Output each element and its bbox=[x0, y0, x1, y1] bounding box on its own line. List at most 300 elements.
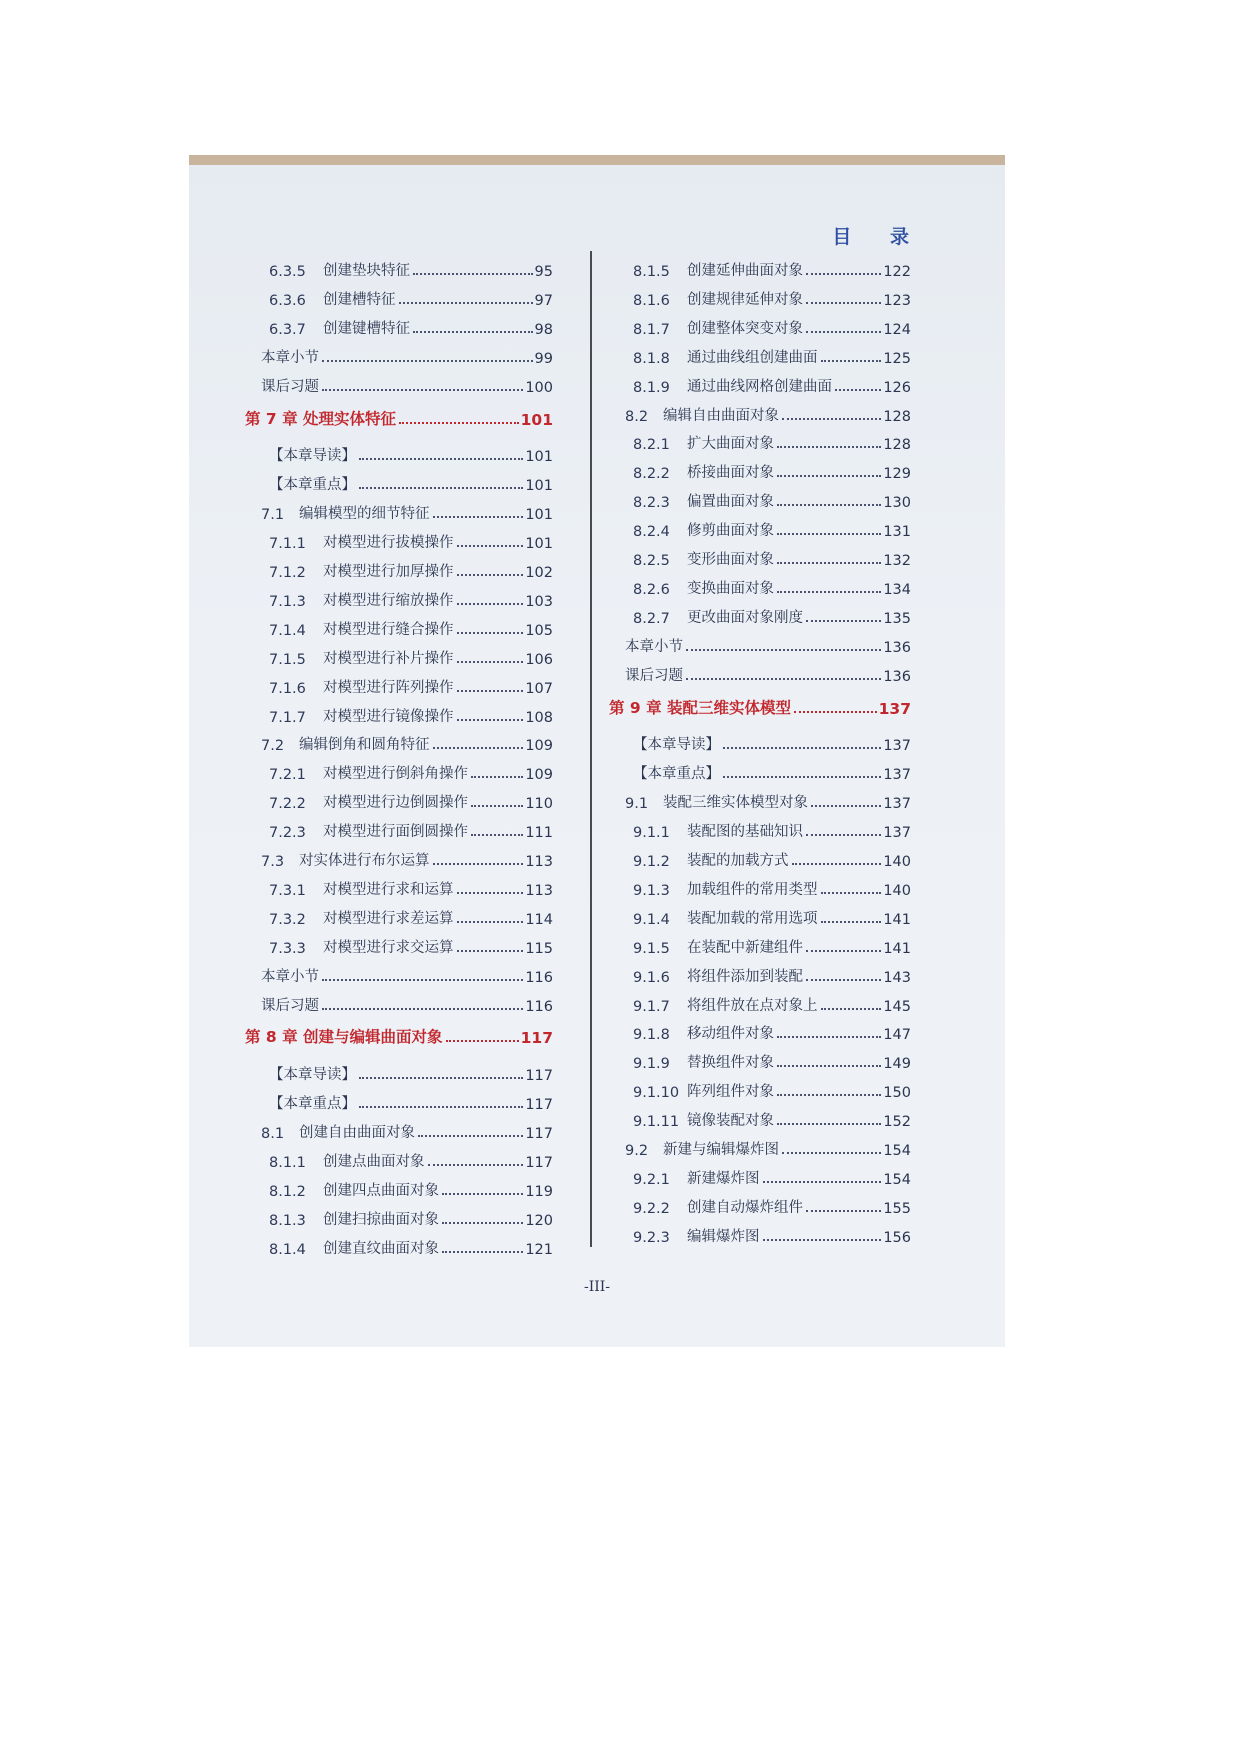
toc-entry bbox=[245, 613, 553, 639]
toc-entry-page: 109 bbox=[525, 767, 553, 784]
toc-entry bbox=[609, 815, 911, 841]
toc-entry-title: 本章小节 bbox=[625, 638, 683, 655]
toc-entry bbox=[245, 1232, 553, 1258]
toc-entry-page: 113 bbox=[525, 854, 553, 870]
toc-entry-page: 137 bbox=[878, 699, 911, 718]
toc-entry-number: 8.2.6 bbox=[633, 581, 670, 598]
toc-entry-page: 143 bbox=[883, 969, 911, 986]
dot-leader bbox=[821, 1008, 882, 1010]
toc-entry bbox=[609, 960, 911, 986]
toc-entry bbox=[245, 312, 553, 338]
dot-leader bbox=[359, 487, 523, 489]
toc-entry bbox=[609, 543, 911, 569]
toc-entry-page: 126 bbox=[883, 379, 911, 396]
toc-entry bbox=[245, 584, 553, 610]
toc-entry-number: 9.1.5 bbox=[633, 940, 670, 957]
toc-entry bbox=[245, 960, 553, 986]
toc-entry-page: 147 bbox=[883, 1027, 911, 1044]
dot-leader bbox=[442, 1251, 523, 1253]
toc-entry-number: 8.2.3 bbox=[633, 495, 670, 512]
toc-entry-title: 将组件放在点对象上 bbox=[687, 997, 818, 1014]
dot-leader bbox=[806, 950, 881, 952]
toc-entry bbox=[609, 1191, 911, 1217]
toc-entry-number: 8.2.4 bbox=[633, 524, 670, 541]
toc-entry-page: 130 bbox=[883, 495, 911, 512]
toc-entry bbox=[245, 439, 553, 465]
toc-entry-number: 8.1.3 bbox=[269, 1212, 306, 1229]
toc-entry-page: 95 bbox=[534, 264, 553, 280]
dot-leader bbox=[433, 863, 524, 865]
dot-leader bbox=[457, 892, 524, 894]
toc-entry-number: 7.3 bbox=[261, 854, 285, 870]
toc-entry-title: 本章小节 bbox=[261, 349, 319, 366]
toc-entry-page: 117 bbox=[525, 1126, 553, 1143]
dot-leader bbox=[471, 776, 523, 778]
toc-entry-title: 对实体进行布尔运算 bbox=[299, 853, 430, 869]
toc-entry bbox=[609, 572, 911, 598]
toc-entry-number: 8.1.7 bbox=[633, 321, 670, 338]
dot-leader bbox=[457, 921, 524, 923]
toc-entry-title: 桥接曲面对象 bbox=[687, 465, 774, 482]
toc-entry-page: 121 bbox=[525, 1241, 553, 1258]
toc-entry-page: 154 bbox=[883, 1171, 911, 1188]
toc-entry bbox=[609, 989, 911, 1015]
dot-leader bbox=[686, 649, 881, 651]
toc-entry-title: 装配的加载方式 bbox=[687, 853, 789, 869]
toc-entry-number: 9.1.1 bbox=[633, 825, 670, 842]
dot-leader bbox=[442, 1222, 523, 1224]
toc-page bbox=[189, 165, 1005, 1347]
toc-entry-number: 9.1.6 bbox=[633, 969, 670, 986]
toc-entry-page: 115 bbox=[525, 940, 553, 957]
dot-leader bbox=[723, 747, 881, 749]
toc-entry-number: 9.1 bbox=[625, 796, 649, 813]
toc-entry bbox=[245, 728, 553, 754]
dot-leader bbox=[457, 632, 524, 634]
toc-entry-page: 114 bbox=[525, 911, 553, 928]
toc-entry-number: 9.1.8 bbox=[633, 1027, 670, 1044]
toc-entry-title: 对模型进行阵列操作 bbox=[323, 679, 454, 696]
toc-entry bbox=[245, 1145, 553, 1171]
dot-leader bbox=[806, 273, 881, 275]
toc-entry-page: 125 bbox=[883, 350, 911, 367]
toc-entry-page: 97 bbox=[534, 292, 553, 309]
toc-entry-title: 【本章重点】 bbox=[269, 1096, 356, 1113]
toc-entry-title: 【本章重点】 bbox=[633, 766, 720, 783]
toc-entry-title: 【本章导读】 bbox=[269, 448, 356, 465]
toc-entry-number: 8.1.8 bbox=[633, 350, 670, 367]
dot-leader bbox=[399, 422, 519, 424]
toc-entry-title: 对模型进行面倒圆操作 bbox=[323, 824, 468, 841]
toc-entry-number: 9.2 bbox=[625, 1143, 649, 1159]
toc-entry-page: 101 bbox=[525, 507, 553, 524]
toc-entry-title: 变换曲面对象 bbox=[687, 580, 774, 597]
toc-entry-number: 7.3.1 bbox=[269, 882, 306, 899]
toc-entry-number: 8.1.1 bbox=[269, 1155, 306, 1171]
dot-leader bbox=[806, 979, 881, 981]
toc-entry-number: 7.3.2 bbox=[269, 911, 306, 928]
toc-entry-title: 移动组件对象 bbox=[687, 1026, 774, 1043]
toc-entry-title: 编辑自由曲面对象 bbox=[663, 407, 779, 424]
dot-leader bbox=[821, 360, 882, 362]
dot-leader bbox=[777, 591, 881, 593]
toc-entry bbox=[609, 427, 911, 453]
toc-entry-title: 创建垫块特征 bbox=[323, 263, 410, 279]
toc-entry bbox=[245, 786, 553, 812]
dot-leader bbox=[835, 389, 881, 391]
dot-leader bbox=[442, 1193, 523, 1195]
toc-entry-title: 对模型进行求差运算 bbox=[323, 910, 454, 927]
toc-entry bbox=[609, 1075, 911, 1101]
dot-leader bbox=[806, 1210, 881, 1212]
dot-leader bbox=[777, 533, 881, 535]
dot-leader bbox=[359, 1106, 523, 1108]
toc-entry-page: 116 bbox=[525, 969, 553, 986]
dot-leader bbox=[457, 950, 524, 952]
toc-entry bbox=[245, 1058, 553, 1084]
toc-entry-title: 课后习题 bbox=[261, 997, 319, 1014]
toc-entry bbox=[245, 700, 553, 726]
toc-entry-number: 8.1.9 bbox=[633, 379, 670, 396]
dot-leader bbox=[777, 1094, 881, 1096]
toc-entry-page: 100 bbox=[525, 379, 553, 396]
toc-entry-title: 对模型进行镜像操作 bbox=[323, 708, 454, 725]
toc-entry-title: 阵列组件对象 bbox=[687, 1084, 774, 1101]
toc-entry bbox=[245, 526, 553, 552]
toc-entry-page: 103 bbox=[525, 593, 553, 610]
dot-leader bbox=[322, 979, 523, 981]
toc-entry-title: 对模型进行拔模操作 bbox=[323, 535, 454, 552]
dot-leader bbox=[686, 678, 881, 680]
toc-entry-number: 第 8 章 bbox=[245, 1028, 298, 1047]
toc-entry-title: 处理实体特征 bbox=[303, 409, 397, 428]
toc-entry-title: 创建点曲面对象 bbox=[323, 1154, 425, 1170]
toc-chapter-entry bbox=[245, 403, 553, 429]
toc-entry-page: 149 bbox=[883, 1056, 911, 1073]
toc-entry bbox=[609, 1162, 911, 1188]
toc-entry bbox=[245, 283, 553, 309]
toc-entry-page: 111 bbox=[525, 825, 553, 842]
dot-leader bbox=[433, 747, 524, 749]
toc-entry-title: 创建键槽特征 bbox=[323, 320, 410, 337]
toc-entry-number: 7.2 bbox=[261, 738, 285, 755]
dot-leader bbox=[433, 516, 524, 518]
toc-entry bbox=[245, 341, 553, 367]
dot-leader bbox=[794, 711, 877, 713]
toc-entry bbox=[609, 283, 911, 309]
toc-entry-title: 装配加载的常用选项 bbox=[687, 910, 818, 927]
dot-leader bbox=[777, 504, 881, 506]
toc-entry-number: 8.2.7 bbox=[633, 610, 670, 627]
toc-entry-page: 135 bbox=[883, 610, 911, 627]
toc-entry-title: 扩大曲面对象 bbox=[687, 436, 774, 453]
toc-entry bbox=[245, 497, 553, 523]
dot-leader bbox=[322, 360, 533, 362]
dot-leader bbox=[811, 805, 881, 807]
toc-entry-page: 155 bbox=[883, 1200, 911, 1217]
dot-leader bbox=[457, 574, 524, 576]
dot-leader bbox=[457, 719, 524, 721]
toc-entry-number: 9.1.9 bbox=[633, 1056, 670, 1073]
toc-entry-page: 110 bbox=[525, 796, 553, 813]
toc-entry bbox=[609, 931, 911, 957]
toc-entry-title: 创建整体突变对象 bbox=[687, 320, 803, 337]
toc-entry-number: 7.1.2 bbox=[269, 565, 306, 581]
dot-leader bbox=[763, 1181, 882, 1183]
toc-entry-number: 第 9 章 bbox=[609, 698, 662, 717]
toc-entry bbox=[245, 844, 553, 870]
book-page-photo bbox=[189, 155, 1005, 1347]
toc-entry bbox=[245, 1174, 553, 1200]
dot-leader bbox=[777, 1065, 881, 1067]
toc-entry-page: 98 bbox=[534, 321, 553, 338]
toc-entry-title: 替换组件对象 bbox=[687, 1055, 774, 1072]
toc-entry-number: 8.1.4 bbox=[269, 1241, 306, 1258]
toc-entry-page: 137 bbox=[883, 738, 911, 755]
toc-entry-title: 加载组件的常用类型 bbox=[687, 881, 818, 898]
toc-entry-title: 课后习题 bbox=[261, 378, 319, 395]
toc-entry-page: 128 bbox=[883, 437, 911, 454]
toc-entry-title: 编辑模型的细节特征 bbox=[299, 506, 430, 523]
dot-leader bbox=[413, 331, 533, 333]
toc-entry-title: 在装配中新建组件 bbox=[687, 939, 803, 956]
toc-entry-page: 108 bbox=[525, 709, 553, 726]
toc-entry-page: 137 bbox=[883, 825, 911, 842]
toc-entry-number: 9.1.4 bbox=[633, 911, 670, 928]
dot-leader bbox=[723, 776, 881, 778]
toc-entry-number: 8.1.2 bbox=[269, 1183, 306, 1200]
dot-leader bbox=[471, 805, 523, 807]
toc-entry-page: 113 bbox=[525, 882, 553, 899]
toc-entry-page: 106 bbox=[525, 651, 553, 668]
toc-entry-title: 对模型进行求交运算 bbox=[323, 939, 454, 956]
toc-entry-title: 对模型进行补片操作 bbox=[323, 650, 454, 667]
toc-entry-page: 137 bbox=[883, 796, 911, 813]
toc-entry-page: 117 bbox=[520, 1029, 553, 1048]
toc-entry bbox=[245, 555, 553, 581]
page-number-footer: -III- bbox=[583, 1279, 611, 1295]
dot-leader bbox=[359, 1077, 523, 1079]
toc-entry-number: 9.2.2 bbox=[633, 1200, 670, 1217]
toc-entry-number: 9.1.2 bbox=[633, 854, 670, 870]
toc-entry-page: 156 bbox=[883, 1229, 911, 1246]
toc-entry bbox=[609, 1104, 911, 1130]
toc-entry-title: 对模型进行倒斜角操作 bbox=[323, 766, 468, 783]
toc-entry-page: 145 bbox=[883, 998, 911, 1015]
toc-entry-title: 偏置曲面对象 bbox=[687, 494, 774, 511]
toc-entry-number: 7.2.1 bbox=[269, 767, 306, 784]
toc-entry-page: 116 bbox=[525, 998, 553, 1015]
toc-entry bbox=[609, 786, 911, 812]
toc-entry-number: 9.2.3 bbox=[633, 1229, 670, 1246]
toc-entry-title: 新建与编辑爆炸图 bbox=[663, 1142, 779, 1158]
toc-entry bbox=[609, 757, 911, 783]
dot-leader bbox=[777, 1123, 881, 1125]
toc-entry-page: 137 bbox=[883, 767, 911, 784]
dot-leader bbox=[457, 545, 524, 547]
toc-entry-number: 6.3.7 bbox=[269, 321, 306, 338]
toc-entry-page: 136 bbox=[883, 639, 911, 656]
toc-entry-title: 创建槽特征 bbox=[323, 291, 396, 308]
toc-entry-page: 101 bbox=[525, 536, 553, 553]
toc-entry bbox=[609, 844, 911, 870]
toc-entry-title: 编辑爆炸图 bbox=[687, 1228, 760, 1245]
toc-entry bbox=[609, 341, 911, 367]
toc-entry bbox=[245, 468, 553, 494]
toc-entry-page: 117 bbox=[525, 1155, 553, 1171]
toc-entry bbox=[245, 873, 553, 899]
dot-leader bbox=[471, 834, 523, 836]
toc-entry-title: 通过曲线组创建曲面 bbox=[687, 349, 818, 366]
toc-entry bbox=[609, 873, 911, 899]
toc-entry-number: 7.1.6 bbox=[269, 680, 306, 697]
toc-entry-title: 创建与编辑曲面对象 bbox=[303, 1028, 443, 1047]
toc-entry-number: 7.1 bbox=[261, 507, 285, 524]
toc-entry-page: 124 bbox=[883, 321, 911, 338]
toc-entry bbox=[245, 931, 553, 957]
toc-entry-number: 7.3.3 bbox=[269, 940, 306, 957]
dot-leader bbox=[777, 475, 881, 477]
toc-entry bbox=[609, 485, 911, 511]
toc-entry bbox=[245, 1203, 553, 1229]
toc-entry-title: 编辑倒角和圆角特征 bbox=[299, 737, 430, 754]
toc-entry-number: 7.1.5 bbox=[269, 651, 306, 668]
toc-entry bbox=[245, 1087, 553, 1113]
toc-entry-number: 7.2.2 bbox=[269, 796, 306, 813]
toc-entry-title: 【本章导读】 bbox=[633, 737, 720, 754]
toc-entry bbox=[609, 370, 911, 396]
toc-entry-title: 本章小节 bbox=[261, 968, 319, 985]
toc-entry-page: 129 bbox=[883, 466, 911, 483]
dot-leader bbox=[806, 302, 881, 304]
toc-chapter-entry bbox=[609, 692, 911, 718]
toc-entry-title: 修剪曲面对象 bbox=[687, 523, 774, 540]
toc-entry-page: 107 bbox=[525, 680, 553, 697]
toc-entry-title: 变形曲面对象 bbox=[687, 552, 774, 568]
toc-entry bbox=[245, 757, 553, 783]
toc-entry-number: 9.1.11 bbox=[633, 1114, 680, 1131]
toc-entry-number: 8.2.5 bbox=[633, 553, 670, 569]
toc-entry-number: 8.1.6 bbox=[633, 292, 670, 309]
toc-entry-number: 6.3.5 bbox=[269, 264, 306, 280]
toc-entry bbox=[609, 514, 911, 540]
dot-leader bbox=[428, 1164, 524, 1166]
toc-entry-page: 101 bbox=[520, 410, 553, 429]
toc-entry-number: 7.1.4 bbox=[269, 622, 306, 639]
toc-entry bbox=[245, 370, 553, 396]
toc-entry-title: 通过曲线网格创建曲面 bbox=[687, 378, 832, 395]
toc-entry-number: 9.1.7 bbox=[633, 998, 670, 1015]
toc-entry-title: 装配三维实体模型 bbox=[667, 698, 792, 717]
dot-leader bbox=[792, 863, 882, 865]
dot-leader bbox=[806, 834, 881, 836]
dot-leader bbox=[457, 603, 524, 605]
toc-entry-page: 119 bbox=[525, 1183, 553, 1200]
toc-entry-title: 创建自由曲面对象 bbox=[299, 1125, 415, 1142]
toc-entry-number: 8.2.2 bbox=[633, 466, 670, 483]
dot-leader bbox=[777, 446, 881, 448]
toc-entry-number: 7.2.3 bbox=[269, 825, 306, 842]
toc-entry-page: 117 bbox=[525, 1097, 553, 1114]
toc-entry-title: 更改曲面对象刚度 bbox=[687, 609, 803, 626]
toc-entry-number: 9.1.3 bbox=[633, 882, 670, 899]
dot-leader bbox=[446, 1040, 519, 1042]
toc-entry-page: 128 bbox=[883, 408, 911, 425]
toc-entry-title: 镜像装配对象 bbox=[687, 1113, 774, 1130]
toc-entry-page: 131 bbox=[883, 524, 911, 541]
toc-entry-title: 【本章重点】 bbox=[269, 477, 356, 494]
dot-leader bbox=[418, 1135, 523, 1137]
dot-leader bbox=[457, 690, 524, 692]
toc-entry-page: 105 bbox=[525, 622, 553, 639]
toc-entry-title: 对模型进行求和运算 bbox=[323, 881, 454, 898]
dot-leader bbox=[322, 389, 523, 391]
toc-entry bbox=[609, 1220, 911, 1246]
toc-entry bbox=[245, 989, 553, 1015]
page-header: 目 录 bbox=[832, 226, 925, 248]
toc-entry-page: 101 bbox=[525, 449, 553, 466]
toc-entry bbox=[245, 815, 553, 841]
toc-entry-title: 对模型进行缝合操作 bbox=[323, 621, 454, 638]
toc-entry-title: 装配图的基础知识 bbox=[687, 824, 803, 841]
toc-entry-number: 7.1.1 bbox=[269, 536, 306, 553]
dot-leader bbox=[821, 892, 882, 894]
toc-entry-number: 第 7 章 bbox=[245, 409, 298, 428]
toc-entry-page: 102 bbox=[525, 565, 553, 581]
toc-entry-number: 9.2.1 bbox=[633, 1171, 670, 1188]
toc-entry bbox=[245, 1116, 553, 1142]
toc-entry-title: 对模型进行边倒圆操作 bbox=[323, 795, 468, 812]
toc-entry-title: 将组件添加到装配 bbox=[687, 968, 803, 985]
toc-entry-page: 122 bbox=[883, 264, 911, 280]
toc-entry-page: 140 bbox=[883, 882, 911, 899]
dot-leader bbox=[806, 620, 881, 622]
toc-entry-page: 134 bbox=[883, 581, 911, 598]
toc-entry-page: 141 bbox=[883, 940, 911, 957]
toc-entry bbox=[245, 671, 553, 697]
toc-entry-page: 109 bbox=[525, 738, 553, 755]
toc-entry-number: 6.3.6 bbox=[269, 292, 306, 309]
dot-leader bbox=[821, 921, 882, 923]
toc-entry-number: 7.1.7 bbox=[269, 709, 306, 726]
dot-leader bbox=[413, 273, 533, 275]
toc-entry bbox=[609, 728, 911, 754]
toc-entry bbox=[609, 902, 911, 928]
toc-entry-number: 7.1.3 bbox=[269, 593, 306, 610]
toc-entry bbox=[609, 1017, 911, 1043]
toc-entry-number: 8.2.1 bbox=[633, 437, 670, 454]
toc-entry bbox=[609, 399, 911, 425]
toc-entry-page: 154 bbox=[883, 1143, 911, 1159]
toc-entry-page: 99 bbox=[534, 350, 553, 367]
dot-leader bbox=[322, 1008, 523, 1010]
toc-entry-title: 对模型进行加厚操作 bbox=[323, 564, 454, 580]
toc-entry-page: 132 bbox=[883, 553, 911, 569]
toc-entry-number: 8.1 bbox=[261, 1126, 285, 1143]
toc-entry-title: 课后习题 bbox=[625, 667, 683, 684]
toc-entry-title: 创建延伸曲面对象 bbox=[687, 263, 803, 279]
toc-entry-title: 装配三维实体模型对象 bbox=[663, 795, 808, 812]
dot-leader bbox=[782, 418, 881, 420]
toc-entry-title: 对模型进行缩放操作 bbox=[323, 592, 454, 609]
toc-entry-number: 9.1.10 bbox=[633, 1085, 680, 1102]
toc-entry-page: 117 bbox=[525, 1068, 553, 1085]
dot-leader bbox=[359, 458, 523, 460]
toc-entry bbox=[609, 630, 911, 656]
toc-entry-page: 120 bbox=[525, 1212, 553, 1229]
toc-entry-number: 8.2 bbox=[625, 408, 649, 425]
dot-leader bbox=[399, 302, 533, 304]
